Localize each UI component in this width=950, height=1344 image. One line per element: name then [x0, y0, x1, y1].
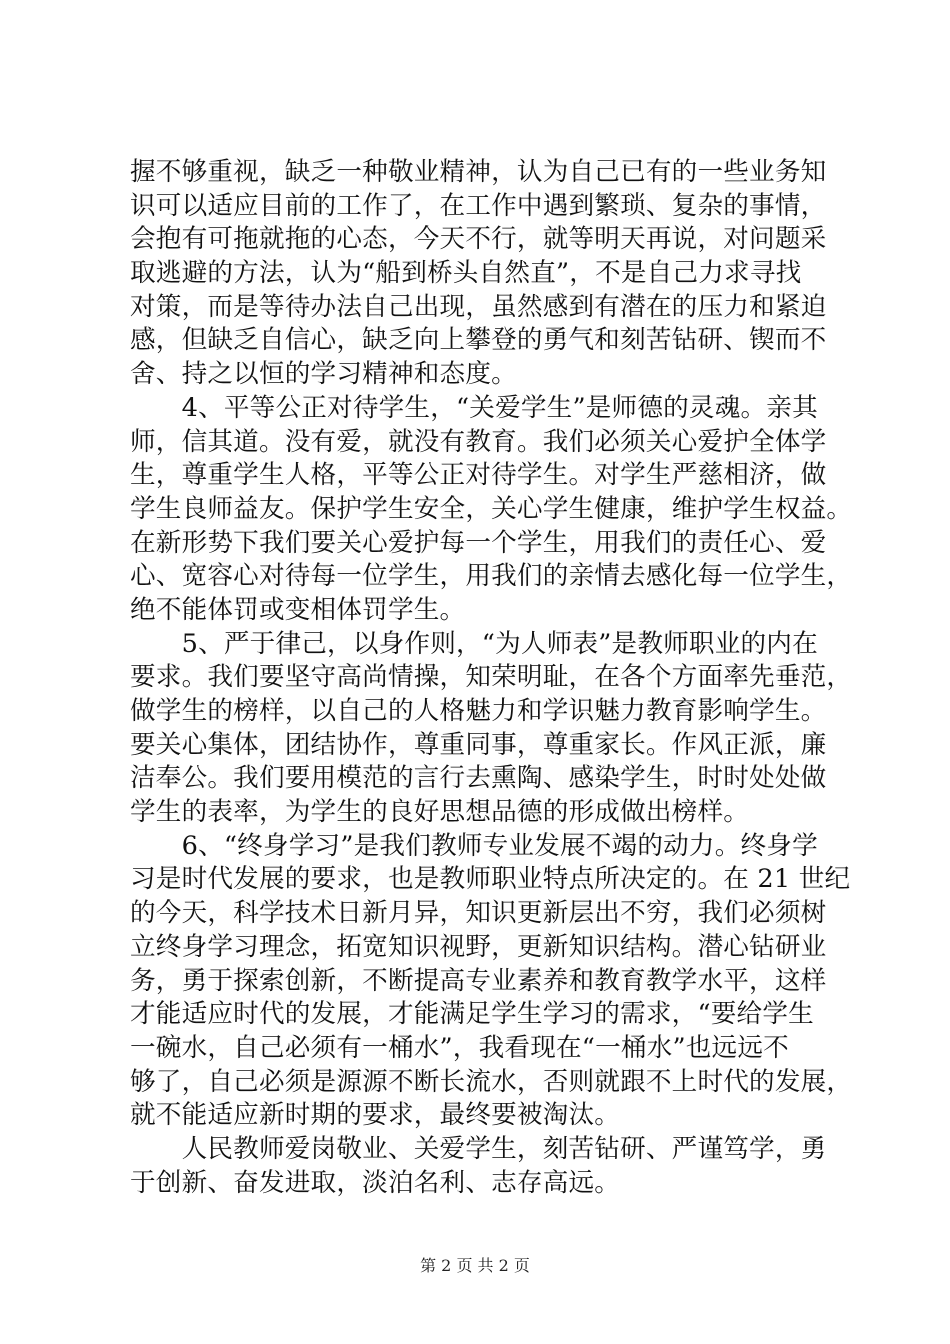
text-line: 才能适应时代的发展，才能满足学生学习的需求，“要给学生 [130, 999, 814, 1030]
text-line: 洁奉公。我们要用模范的言行去熏陶、感染学生，时时处处做 [130, 763, 827, 794]
text-line: 务，勇于探索创新，不断提高专业素养和教育教学水平，这样 [130, 965, 827, 996]
text-line: 生，尊重学生人格，平等公正对待学生。对学生严慈相济，做 [130, 460, 827, 491]
text-line: 感，但缺乏自信心，缺乏向上攀登的勇气和刻苦钻研、锲而不 [130, 325, 827, 356]
text-line: 要关心集体，团结协作，尊重同事，尊重家长。作风正派，廉 [130, 729, 827, 760]
text-line: 取逃避的方法，认为“船到桥头自然直”，不是自己力求寻找 [130, 258, 802, 289]
text-line: 立终身学习理念，拓宽知识视野，更新知识结构。潜心钻研业 [130, 931, 827, 962]
text-line: 习是时代发展的要求，也是教师职业特点所决定的。在 21 世纪 [130, 864, 851, 895]
text-line: 的今天，科学技术日新月异，知识更新层出不穷，我们必须树 [130, 898, 827, 929]
document-body [130, 156, 853, 1200]
text-line: 握不够重视，缺乏一种敬业精神，认为自己已有的一些业务知 [130, 157, 827, 187]
text-line: 要求。我们要坚守高尚情操，知荣明耻，在各个方面率先垂范， [130, 662, 853, 693]
text-line: 5、严于律己，以身作则，“为人师表”是教师职业的内在 [130, 628, 818, 659]
text-line: 会抱有可拖就拖的心态，今天不行，就等明天再说，对问题采 [130, 224, 827, 255]
text-line: 师，信其道。没有爱，就没有教育。我们必须关心爱护全体学 [130, 426, 827, 457]
text-line: 于创新、奋发进取，淡泊名利、志存高远。 [130, 1167, 621, 1198]
text-line: 在新形势下我们要关心爱护每一个学生，用我们的责任心、爱 [130, 527, 827, 558]
text-line: 就不能适应新时期的要求，最终要被淘汰。 [130, 1100, 621, 1131]
text-line: 心、宽容心对待每一位学生，用我们的亲情去感化每一位学生， [130, 561, 853, 592]
page-number-footer: 第 2 页 共 2 页 [420, 1256, 530, 1275]
text-line: 人民教师爱岗敬业、关爱学生，刻苦钻研、严谨笃学，勇 [130, 1133, 827, 1164]
text-line: 6、“终身学习”是我们教师专业发展不竭的动力。终身学 [130, 830, 818, 861]
text-line: 4、平等公正对待学生，“关爱学生”是师德的灵魂。亲其 [130, 392, 818, 423]
text-line: 绝不能体罚或变相体罚学生。 [130, 594, 466, 625]
text-line: 识可以适应目前的工作了，在工作中遇到繁琐、复杂的事情， [130, 190, 827, 221]
text-line: 做学生的榜样，以自己的人格魅力和学识魅力教育影响学生。 [130, 696, 827, 726]
text-line: 够了，自己必须是源源不断长流水，否则就跟不上时代的发展， [130, 1066, 853, 1097]
text-line: 学生良师益友。保护学生安全，关心学生健康，维护学生权益。 [130, 493, 853, 524]
text-line: 学生的表率，为学生的良好思想品德的形成做出榜样。 [130, 797, 750, 828]
text-line: 对策，而是等待办法自己出现，虽然感到有潜在的压力和紧迫 [130, 291, 827, 322]
text-line: 一碗水，自己必须有一桶水”，我看现在“一桶水”也远远不 [130, 1032, 789, 1063]
text-line: 舍、持之以恒的学习精神和态度。 [130, 359, 517, 390]
